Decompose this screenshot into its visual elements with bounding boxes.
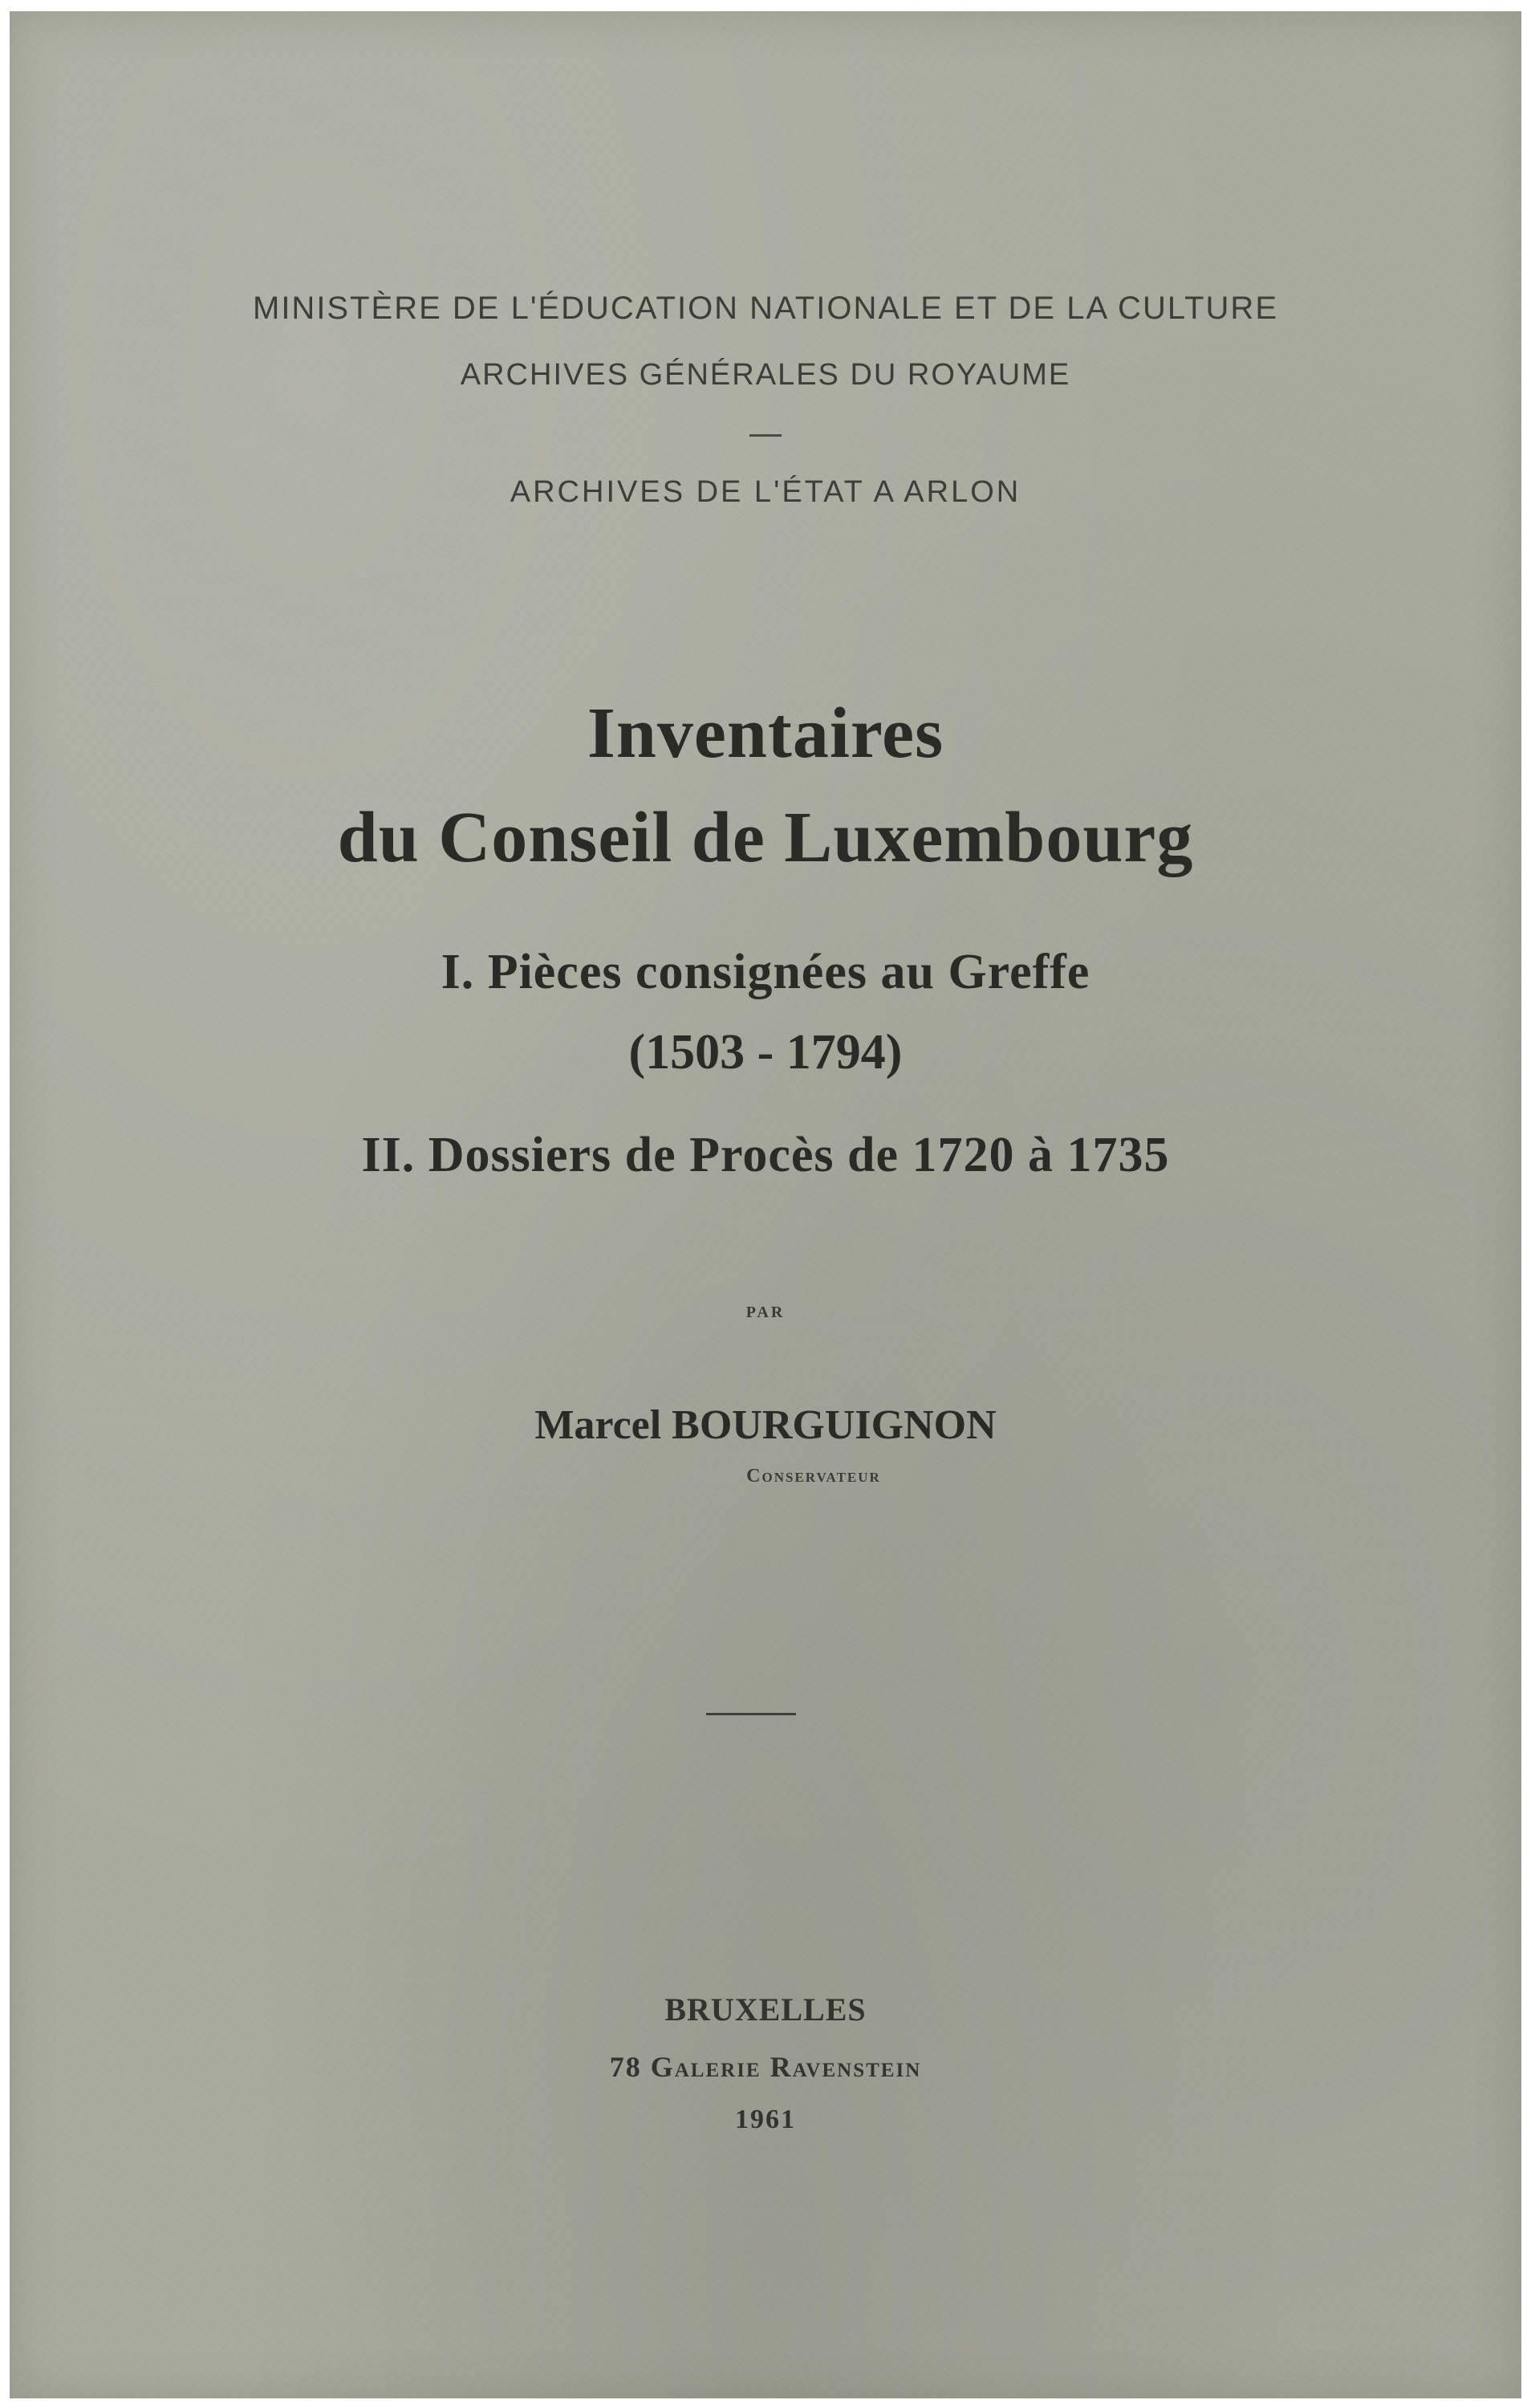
- imprint-year: 1961: [735, 2105, 796, 2134]
- section-rule: [706, 1713, 796, 1715]
- author-role: Conservateur: [746, 1466, 881, 1487]
- ministry-heading: MINISTÈRE DE L'ÉDUCATION NATIONALE ET DE LA CULTURE: [253, 291, 1278, 326]
- by-label: PAR: [745, 1304, 786, 1321]
- title-line-1: Inventaires: [587, 694, 944, 773]
- imprint-address: 78 Galerie Ravenstein: [609, 2051, 922, 2083]
- part-2-title: II. Dossiers de Procès de 1720 à 1735: [361, 1128, 1170, 1182]
- imprint-city: BRUXELLES: [664, 1991, 867, 2028]
- header-divider: [749, 434, 782, 437]
- author-name: Marcel BOURGUIGNON: [534, 1402, 997, 1448]
- part-1-dates: (1503 - 1794): [628, 1025, 903, 1080]
- book-cover: [10, 11, 1521, 2398]
- archives-heading: ARCHIVES GÉNÉRALES DU ROYAUME: [460, 358, 1071, 392]
- title-line-2: du Conseil de Luxembourg: [337, 798, 1194, 877]
- part-1-title: I. Pièces consignées au Greffe: [441, 945, 1090, 999]
- branch-heading: ARCHIVES DE L'ÉTAT A ARLON: [510, 475, 1021, 509]
